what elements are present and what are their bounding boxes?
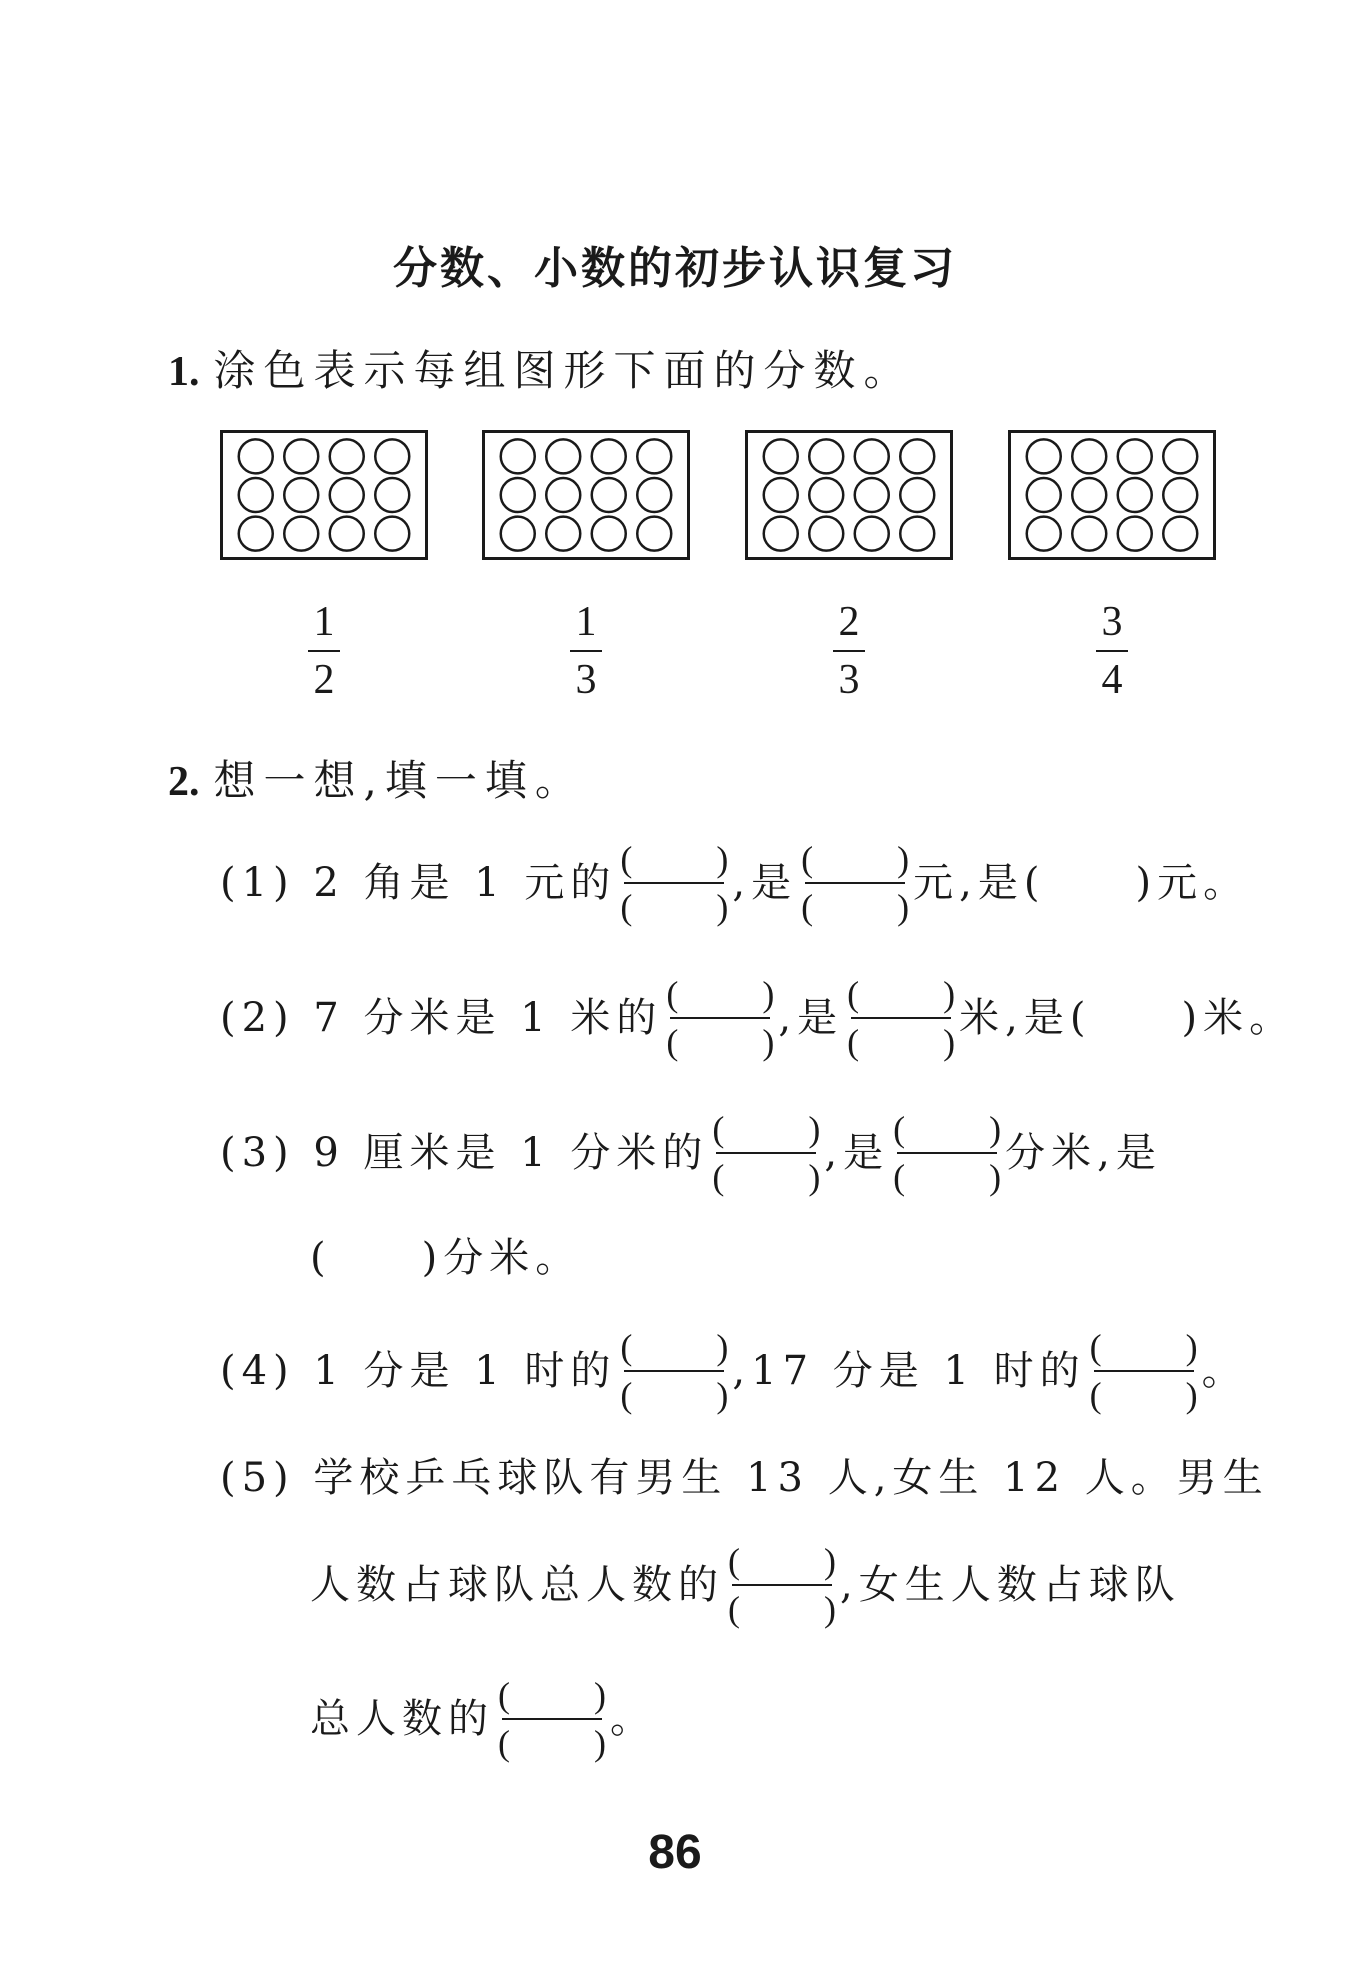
circle-shape[interactable] xyxy=(855,478,889,512)
circle-shape[interactable] xyxy=(764,439,798,473)
fraction-bar xyxy=(851,1017,951,1019)
fraction-bar xyxy=(805,882,905,884)
item-3-line xyxy=(220,1100,1162,1200)
item-4-text-b: ,17 分是 1 时的 xyxy=(732,1348,1086,1394)
numerator: 2 xyxy=(838,599,860,645)
item-4-text-a: (4) 1 分是 1 时的 xyxy=(220,1348,617,1394)
paren-close: ) xyxy=(989,1157,1002,1197)
circle-shape[interactable] xyxy=(855,439,889,473)
item-5-text-a: (5) 学校乒乓球队有男生 13 人,女生 12 人。男生 xyxy=(220,1455,1269,1501)
item-2-text-d: )米。 xyxy=(1181,995,1296,1041)
numerator: 1 xyxy=(575,599,597,645)
answer-fraction-blank[interactable] xyxy=(799,835,911,931)
circle-shape[interactable] xyxy=(809,439,843,473)
circle-grid xyxy=(748,433,950,557)
fraction-label-2 xyxy=(556,598,616,704)
circle-grid xyxy=(223,433,425,557)
paren-close: ) xyxy=(897,887,910,927)
paren-open: ( xyxy=(620,839,633,879)
circle-shape[interactable] xyxy=(546,478,580,512)
paren-close: ) xyxy=(808,1109,821,1149)
paren-open: ( xyxy=(801,887,814,927)
circle-shape[interactable] xyxy=(637,478,671,512)
circle-shape[interactable] xyxy=(809,517,843,551)
circle-shape[interactable] xyxy=(239,439,273,473)
denominator: 3 xyxy=(575,657,597,703)
paren-open: ( xyxy=(712,1157,725,1197)
circle-shape[interactable] xyxy=(239,478,273,512)
fraction-label-4 xyxy=(1082,598,1142,704)
circle-shape[interactable] xyxy=(764,478,798,512)
paren-open: ( xyxy=(728,1541,740,1581)
paren-open: ( xyxy=(666,974,679,1014)
fraction-bar xyxy=(570,650,602,652)
paren-close: ) xyxy=(943,1022,956,1062)
circle-shape[interactable] xyxy=(284,478,318,512)
paren-close: ) xyxy=(1185,1327,1198,1367)
fraction-label-1 xyxy=(294,598,354,704)
numerator: 1 xyxy=(313,599,335,645)
fraction-bar xyxy=(670,1017,770,1019)
fraction-bar xyxy=(716,1152,816,1154)
fraction-bar xyxy=(308,650,340,652)
paren-open: ( xyxy=(1089,1327,1102,1367)
answer-fraction-blank[interactable] xyxy=(710,1105,822,1201)
circle-shape[interactable] xyxy=(900,517,934,551)
circle-shape[interactable] xyxy=(375,439,409,473)
circle-shape[interactable] xyxy=(546,517,580,551)
denominator: 4 xyxy=(1101,657,1123,703)
paren-open: ( xyxy=(801,839,814,879)
paren-open: ( xyxy=(498,1723,510,1763)
answer-fraction-blank[interactable] xyxy=(891,1105,1003,1201)
question-1-heading xyxy=(168,338,914,398)
circle-shape[interactable] xyxy=(900,478,934,512)
circle-shape[interactable] xyxy=(1072,439,1106,473)
item-4-line xyxy=(220,1318,1248,1418)
fraction-bar xyxy=(624,1370,724,1372)
circle-grid xyxy=(485,433,687,557)
paren-open: ( xyxy=(847,1022,860,1062)
circle-shape[interactable] xyxy=(764,517,798,551)
paren-close: ) xyxy=(1185,1375,1198,1415)
answer-fraction-blank[interactable] xyxy=(726,1537,838,1633)
paren-open: ( xyxy=(666,1022,679,1062)
circle-group-2[interactable] xyxy=(482,430,690,560)
circle-shape[interactable] xyxy=(855,517,889,551)
circle-shape[interactable] xyxy=(546,439,580,473)
circle-shape[interactable] xyxy=(239,517,273,551)
paren-open: ( xyxy=(498,1675,510,1715)
item-2-text-b: ,是 xyxy=(778,995,844,1041)
circle-shape[interactable] xyxy=(330,439,364,473)
question-2-prompt: 想一想,填一填。 xyxy=(213,756,585,805)
fraction-bar xyxy=(624,882,724,884)
item-5-text-c: ,女生人数占球队 xyxy=(840,1562,1181,1608)
paren-open: ( xyxy=(893,1157,906,1197)
page-number: 86 xyxy=(648,1826,702,1879)
circle-shape[interactable] xyxy=(375,517,409,551)
circle-shape[interactable] xyxy=(637,517,671,551)
circle-shape[interactable] xyxy=(637,439,671,473)
item-1-text-a: (1) 2 角是 1 元的 xyxy=(220,860,617,906)
paren-close: ) xyxy=(716,1327,729,1367)
circle-shape[interactable] xyxy=(809,478,843,512)
item-1-text-b: ,是 xyxy=(732,860,798,906)
item-5-text-e: 。 xyxy=(610,1696,656,1742)
circle-shape[interactable] xyxy=(501,517,535,551)
paren-open: ( xyxy=(620,1327,633,1367)
paren-close: ) xyxy=(943,974,956,1014)
circle-shape[interactable] xyxy=(1118,478,1152,512)
paren-close: ) xyxy=(824,1541,836,1581)
paren-open: ( xyxy=(893,1109,906,1149)
fraction-label-3 xyxy=(819,598,879,704)
item-3-line-continued xyxy=(310,1205,581,1305)
circle-shape[interactable] xyxy=(375,478,409,512)
circle-shape[interactable] xyxy=(1027,439,1061,473)
answer-fraction-blank[interactable] xyxy=(618,835,730,931)
answer-fraction-blank[interactable] xyxy=(496,1671,608,1767)
paren-open: ( xyxy=(847,974,860,1014)
circle-shape[interactable] xyxy=(1072,517,1106,551)
page-title: 分数、小数的初步认识复习 xyxy=(393,243,957,294)
question-2-heading xyxy=(168,748,585,808)
paren-close: ) xyxy=(762,1022,775,1062)
item-2-line xyxy=(220,965,1295,1065)
circle-shape[interactable] xyxy=(284,517,318,551)
paren-open: ( xyxy=(1089,1375,1102,1415)
item-5-line-final xyxy=(310,1666,656,1766)
paren-close: ) xyxy=(594,1723,606,1763)
paren-close: ) xyxy=(824,1589,836,1629)
item-3-text-b: ,是 xyxy=(824,1130,890,1176)
answer-fraction-blank[interactable] xyxy=(664,970,776,1066)
circle-shape[interactable] xyxy=(1027,517,1061,551)
paren-open: ( xyxy=(620,887,633,927)
paren-open: ( xyxy=(712,1109,725,1149)
fraction-bar xyxy=(502,1718,602,1720)
circle-shape[interactable] xyxy=(592,478,626,512)
item-1-text-c: 元,是( xyxy=(913,860,1046,906)
circle-shape[interactable] xyxy=(1118,439,1152,473)
circle-shape[interactable] xyxy=(330,517,364,551)
question-1-number: 1. xyxy=(168,349,200,395)
question-1-prompt: 涂色表示每组图形下面的分数。 xyxy=(213,346,914,395)
item-5-line-continued xyxy=(310,1532,1181,1632)
item-2-text-c: 米,是( xyxy=(959,995,1092,1041)
circle-shape[interactable] xyxy=(1118,517,1152,551)
paren-close: ) xyxy=(716,887,729,927)
item-5-line xyxy=(220,1425,1269,1525)
circle-shape[interactable] xyxy=(284,439,318,473)
circle-group-4[interactable] xyxy=(1008,430,1216,560)
paren-open: ( xyxy=(728,1589,740,1629)
paren-close: ) xyxy=(594,1675,606,1715)
paren-close: ) xyxy=(897,839,910,879)
item-3-text-e: )分米。 xyxy=(421,1235,582,1281)
fraction-bar xyxy=(1096,650,1128,652)
item-1-line xyxy=(220,830,1249,930)
circle-shape[interactable] xyxy=(1163,517,1197,551)
answer-fraction-blank[interactable] xyxy=(618,1323,730,1419)
circle-shape[interactable] xyxy=(1027,478,1061,512)
circle-shape[interactable] xyxy=(501,439,535,473)
paren-close: ) xyxy=(762,974,775,1014)
circle-shape[interactable] xyxy=(592,439,626,473)
fraction-bar xyxy=(897,1152,997,1154)
numerator: 3 xyxy=(1101,599,1123,645)
paren-close: ) xyxy=(808,1157,821,1197)
item-3-text-a: (3) 9 厘米是 1 分米的 xyxy=(220,1130,709,1176)
item-3-text-d: ( xyxy=(310,1235,332,1281)
paren-close: ) xyxy=(716,1375,729,1415)
denominator: 3 xyxy=(838,657,860,703)
paren-close: ) xyxy=(716,839,729,879)
circle-grid xyxy=(1011,433,1213,557)
item-5-text-b: 人数占球队总人数的 xyxy=(310,1562,724,1608)
answer-fraction-blank[interactable] xyxy=(845,970,957,1066)
circle-shape[interactable] xyxy=(1072,478,1106,512)
denominator: 2 xyxy=(313,657,335,703)
circle-shape[interactable] xyxy=(501,478,535,512)
item-5-text-d: 总人数的 xyxy=(310,1696,494,1742)
paren-close: ) xyxy=(989,1109,1002,1149)
item-2-text-a: (2) 7 分米是 1 米的 xyxy=(220,995,663,1041)
fraction-bar xyxy=(1094,1370,1194,1372)
circle-shape[interactable] xyxy=(1163,439,1197,473)
circle-shape[interactable] xyxy=(330,478,364,512)
item-4-text-c: 。 xyxy=(1201,1348,1248,1394)
circle-shape[interactable] xyxy=(1163,478,1197,512)
item-1-text-d: )元。 xyxy=(1135,860,1250,906)
answer-fraction-blank[interactable] xyxy=(1088,1323,1200,1419)
circle-group-1[interactable] xyxy=(220,430,428,560)
paren-open: ( xyxy=(620,1375,633,1415)
circle-group-3[interactable] xyxy=(745,430,953,560)
question-2-number: 2. xyxy=(168,759,200,805)
fraction-bar xyxy=(732,1584,832,1586)
circle-shape[interactable] xyxy=(592,517,626,551)
circle-shape[interactable] xyxy=(900,439,934,473)
fraction-bar xyxy=(833,650,865,652)
item-3-text-c: 分米,是 xyxy=(1005,1130,1162,1176)
